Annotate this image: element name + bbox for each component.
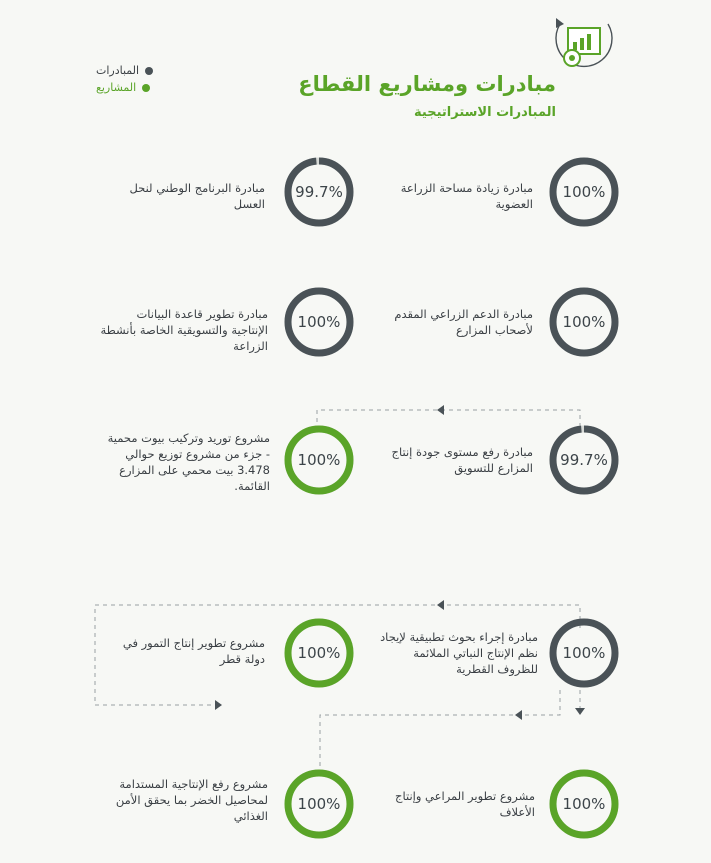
progress-value: 100% xyxy=(297,644,341,662)
progress-ring xyxy=(283,768,355,840)
item-text: مبادرة تطوير قاعدة البيانات الإنتاجية والتسويقية الخاصة بأنشطة الزراعة xyxy=(100,307,268,353)
page-title: مبادرات ومشاريع القطاع xyxy=(298,72,556,96)
progress-ring xyxy=(548,156,620,228)
progress-value: 100% xyxy=(562,644,606,662)
progress-value: 100% xyxy=(562,313,606,331)
item-text: مبادرة زيادة مساحة الزراعة العضوية xyxy=(400,181,533,211)
progress-ring xyxy=(283,286,355,358)
progress-ring xyxy=(283,156,355,228)
item-text: مبادرة البرنامج الوطني لنحل العسل xyxy=(129,181,265,211)
item-text: مشروع رفع الإنتاجية المستدامة لمحاصيل الخضر بما يحقق الأمن الغذائي xyxy=(115,777,268,823)
progress-ring xyxy=(548,768,620,840)
item-text: مبادرة إجراء بحوث تطبيقية لإيجاد نظم الإنتاج النباتي الملائمة للظروف القطرية xyxy=(380,630,538,676)
progress-ring xyxy=(283,424,355,496)
progress-ring xyxy=(548,424,620,496)
progress-ring xyxy=(548,286,620,358)
progress-value: 100% xyxy=(297,451,341,469)
progress-value: 99.7% xyxy=(560,451,608,469)
item-text: مشروع تطوير المراعي وإنتاج الأعلاف xyxy=(395,789,535,819)
progress-value: 100% xyxy=(297,795,341,813)
progress-ring xyxy=(548,617,620,689)
item-text: مشروع تطوير إنتاج التمور في دولة قطر xyxy=(122,636,265,666)
item-text: مبادرة رفع مستوى جودة إنتاج المزارع للتسويق xyxy=(391,445,533,475)
item-text: مشروع توريد وتركيب بيوت محمية - جزء من مشروع توزيع حوالي 3.478 بيت محمي على المزارع القائمة. xyxy=(107,431,270,493)
progress-value: 100% xyxy=(562,795,606,813)
progress-ring xyxy=(283,617,355,689)
legend-label-initiatives: المبادرات xyxy=(96,64,140,77)
item-text: مبادرة الدعم الزراعي المقدم لأصحاب المزارع xyxy=(394,307,533,337)
page-subtitle: المبادرات الاستراتيجية xyxy=(414,105,556,120)
legend-label-projects: المشاريع xyxy=(96,81,137,94)
progress-value: 100% xyxy=(562,183,606,201)
progress-value: 100% xyxy=(297,313,341,331)
progress-value: 99.7% xyxy=(295,183,343,201)
